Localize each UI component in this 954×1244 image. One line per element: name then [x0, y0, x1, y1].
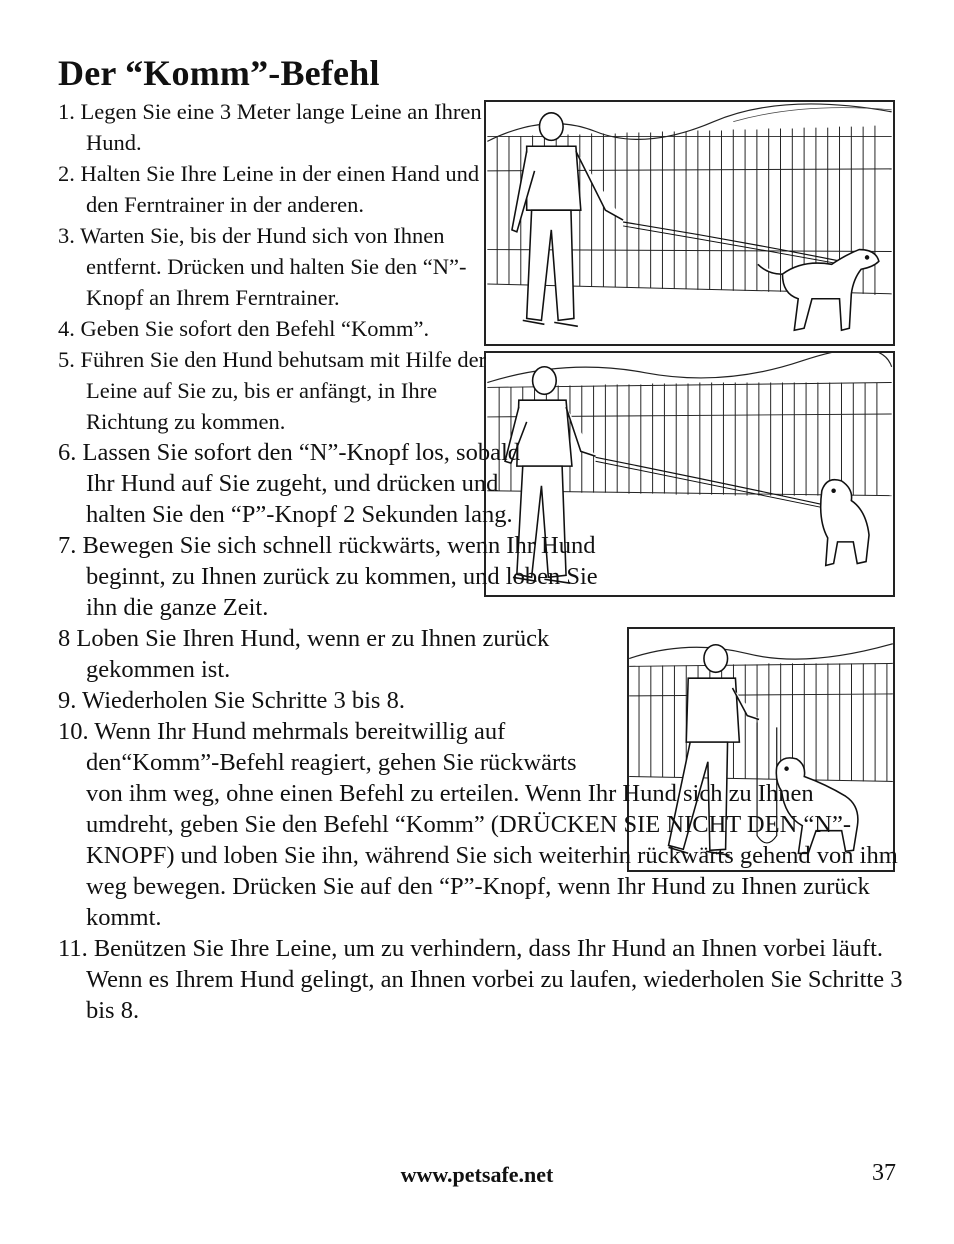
list-item: 4. Geben Sie sofort den Befehl “Komm”. [58, 316, 430, 341]
list-item: 6. Lassen Sie sofort den “N”-Knopf los, sobald Ihr Hund auf Sie zugeht, und drücken und halten Sie den “P”-Knopf 2 Sekunden lang. [58, 439, 521, 528]
list-item: 9. Wiederholen Sie Schritte 3 bis 8. [58, 687, 405, 714]
list-item: 1. Legen Sie eine 3 Meter lange Leine an Ihren Hund. [58, 99, 482, 155]
list-item: 2. Halten Sie Ihre Leine in der einen Hand und den Ferntrainer in der anderen. [58, 161, 480, 217]
page-number: 37 [872, 1160, 896, 1186]
list-item: 8 Loben Sie Ihren Hund, wenn er zu Ihnen zurück gekommen ist. [58, 625, 550, 683]
footer-url: www.petsafe.net [400, 1162, 554, 1187]
list-item: 5. Führen Sie den Hund behutsam mit Hilfe der Leine auf Sie zu, bis er anfängt, in Ihre Richtung zu kommen. [58, 347, 487, 434]
list-item: 10. Wenn Ihr Hund mehrmals bereitwillig auf den“Komm”-Befehl reagiert, gehen Sie rückwärts von ihm weg, ohne einen Befehl zu erteilen. Wenn Ihr Hund sich zu Ihnen umdreht, geben Sie den Befehl “Komm” (DRÜCKEN SIE NICHT DEN “N”-KNOPF) und loben Sie ihn, während Sie sich weiterhin rückwärts gehend von ihm weg bewegen. Drücken Sie auf den “P”-Knopf, wenn Ihr Hund zu Ihnen zurück kommt. [58, 718, 898, 931]
list-item: 11. Benützen Sie Ihre Leine, um zu verhindern, dass Ihr Hund an Ihnen vorbei läuft. Wenn es Ihrem Hund gelingt, an Ihnen vorbei zu laufen, wiederholen Sie Schritte 3 bis 8. [58, 935, 903, 1024]
list-item: 7. Bewegen Sie sich schnell rückwärts, wenn Ihr Hund beginnt, zu Ihnen zurück zu kommen, und loben Sie ihn die ganze Zeit. [58, 532, 598, 621]
steps-list [58, 96, 903, 1026]
page-title: Der “Komm”-Befehl [58, 53, 380, 93]
list-item: 3. Warten Sie, bis der Hund sich von Ihnen entfernt. Drücken und halten Sie den “N”-Knopf an Ihrem Ferntrainer. [58, 223, 467, 310]
